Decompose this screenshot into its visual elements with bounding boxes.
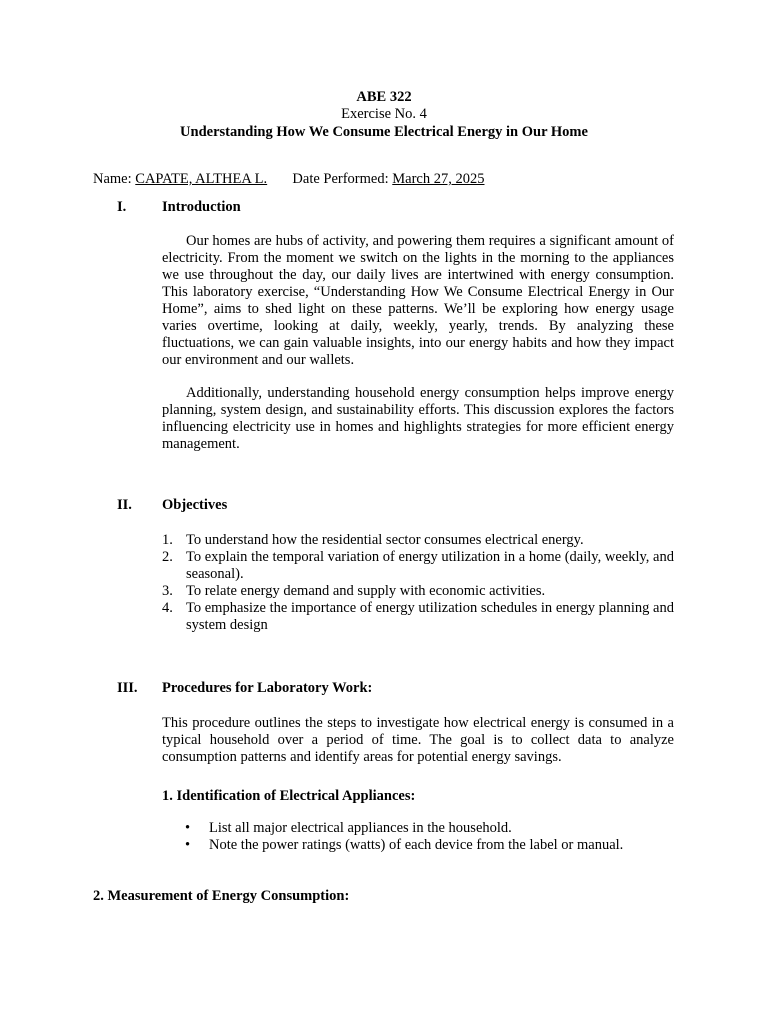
list-item: 4. To emphasize the importance of energy utilization schedules in energy planning and system design — [162, 600, 674, 633]
subheading-identification: 1. Identification of Electrical Appliances: — [162, 788, 416, 804]
list-item: • List all major electrical appliances in the household. — [185, 820, 512, 836]
objectives-list — [162, 532, 674, 634]
section-numeral-objectives: II. — [117, 497, 132, 513]
date-value: March 27, 2025 — [392, 171, 485, 187]
exercise-number: Exercise No. 4 — [341, 106, 427, 122]
intro-paragraph-1: Our homes are hubs of activity, and powering them requires a significant amount of electricity. From the moment we switch on the lights in the morning to the appliances we use throughout the day, our daily lives are intertwined with energy consumption. This laboratory exercise, “Understanding How We Consume Electrical Energy in Our Home”, aims to shed light on these patterns. We’ll be exploring how energy usage varies overtime, looking at daily, weekly, yearly, trends. By analyzing these fluctuations, we can gain valuable insights, into our energy habits and how they impact our environment and our wallets. — [162, 233, 674, 368]
intro-paragraph-2: Additionally, understanding household energy consumption helps improve energy planning, system design, and sustainability efforts. This discussion explores the factors influencing electricity use in homes and highlights strategies for more efficient energy management. — [162, 385, 674, 452]
section-numeral-intro: I. — [117, 199, 127, 215]
list-item: 2. To explain the temporal variation of energy utilization in a home (daily, weekly, and seasonal). — [162, 549, 674, 582]
list-item: • Note the power ratings (watts) of each device from the label or manual. — [185, 837, 624, 853]
name-value: CAPATE, ALTHEA L. — [135, 171, 268, 187]
list-item: 3. To relate energy demand and supply with economic activities. — [162, 583, 546, 599]
procedures-paragraph: This procedure outlines the steps to investigate how electrical energy is consumed in a typical household over a period of time. The goal is to collect data to analyze consumption patterns and identify areas for potential energy savings. — [162, 715, 674, 765]
course-code: ABE 322 — [356, 89, 412, 105]
section-heading-procedures: Procedures for Laboratory Work: — [162, 680, 373, 696]
document-title: Understanding How We Consume Electrical Energy in Our Home — [180, 124, 588, 140]
section-heading-intro: Introduction — [162, 199, 241, 215]
name-label: Name: — [93, 171, 132, 187]
date-label: Date Performed: — [292, 171, 389, 187]
subheading-measurement: 2. Measurement of Energy Consumption: — [93, 888, 350, 904]
appliance-bullets — [185, 820, 674, 854]
section-heading-objectives: Objectives — [162, 497, 228, 513]
student-info-line — [93, 171, 484, 188]
list-item: 1. To understand how the residential sector consumes electrical energy. — [162, 532, 584, 548]
section-numeral-procedures: III. — [117, 680, 138, 696]
